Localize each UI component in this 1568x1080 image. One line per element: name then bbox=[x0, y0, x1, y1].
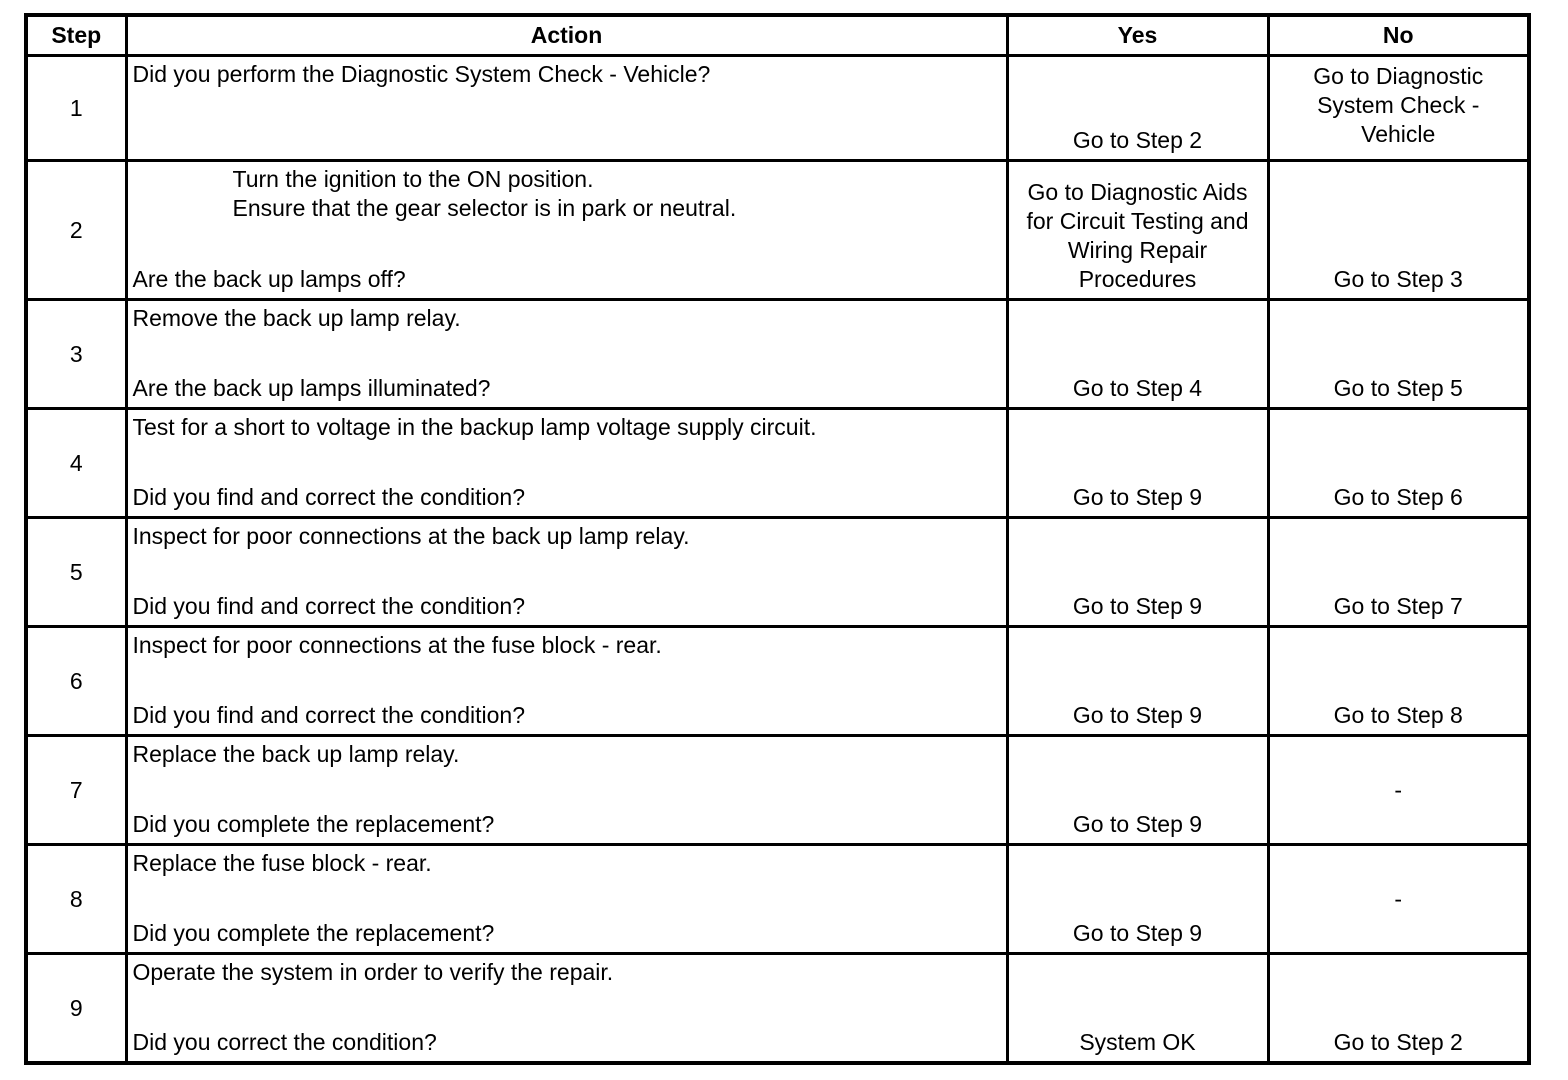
action-instruction: Did you perform the Diagnostic System Check - Vehicle? bbox=[132, 61, 711, 87]
yes-result-line: for Circuit Testing and bbox=[1026, 208, 1249, 234]
yes-result: Go to Step 9 bbox=[1007, 518, 1268, 627]
table-row bbox=[26, 518, 1529, 627]
action-question: Did you correct the condition? bbox=[132, 1029, 437, 1055]
step-number: 4 bbox=[26, 409, 126, 518]
step-number: 9 bbox=[26, 954, 126, 1064]
action-cell bbox=[126, 409, 1007, 518]
yes-result: Go to Step 2 bbox=[1007, 56, 1268, 161]
table-row bbox=[26, 56, 1529, 161]
action-question: Did you find and correct the condition? bbox=[132, 593, 526, 619]
header-action: Action bbox=[126, 15, 1007, 56]
table-row bbox=[26, 627, 1529, 736]
step-number: 1 bbox=[26, 56, 126, 161]
yes-result bbox=[1007, 161, 1268, 300]
no-result: Go to Step 2 bbox=[1268, 954, 1529, 1064]
action-question: Are the back up lamps off? bbox=[132, 266, 406, 292]
no-result-line: Go to Diagnostic bbox=[1313, 63, 1484, 89]
table-row bbox=[26, 161, 1529, 300]
action-cell bbox=[126, 300, 1007, 409]
action-instruction: Test for a short to voltage in the backup lamp voltage supply circuit. bbox=[132, 414, 817, 440]
header-yes: Yes bbox=[1007, 15, 1268, 56]
action-instruction: Turn the ignition to the ON position. bbox=[232, 166, 594, 192]
no-result bbox=[1268, 56, 1529, 161]
action-cell bbox=[126, 954, 1007, 1064]
yes-result-line: Go to Diagnostic Aids bbox=[1027, 179, 1248, 205]
yes-result-line: Wiring Repair bbox=[1067, 237, 1208, 263]
action-cell bbox=[126, 627, 1007, 736]
table-row bbox=[26, 300, 1529, 409]
yes-result: Go to Step 9 bbox=[1007, 409, 1268, 518]
action-question: Did you complete the replacement? bbox=[132, 920, 495, 946]
step-number: 6 bbox=[26, 627, 126, 736]
yes-result: Go to Step 9 bbox=[1007, 736, 1268, 845]
action-instruction: Ensure that the gear selector is in park or neutral. bbox=[232, 195, 737, 221]
step-number: 8 bbox=[26, 845, 126, 954]
action-cell bbox=[126, 736, 1007, 845]
action-instruction: Replace the back up lamp relay. bbox=[132, 741, 460, 767]
table-row bbox=[26, 845, 1529, 954]
table-row bbox=[26, 736, 1529, 845]
action-question: Did you find and correct the condition? bbox=[132, 484, 526, 510]
no-result: Go to Step 6 bbox=[1268, 409, 1529, 518]
yes-result: Go to Step 9 bbox=[1007, 627, 1268, 736]
step-number: 2 bbox=[26, 161, 126, 300]
action-cell bbox=[126, 518, 1007, 627]
header-no: No bbox=[1268, 15, 1529, 56]
action-question: Did you complete the replacement? bbox=[132, 811, 495, 837]
diagnostic-table bbox=[24, 13, 1531, 1065]
yes-result: System OK bbox=[1007, 954, 1268, 1064]
action-instruction: Inspect for poor connections at the fuse block - rear. bbox=[132, 632, 662, 658]
header-step: Step bbox=[26, 15, 126, 56]
step-number: 5 bbox=[26, 518, 126, 627]
table-row bbox=[26, 409, 1529, 518]
no-result: - bbox=[1268, 845, 1529, 954]
no-result-line: System Check - bbox=[1317, 92, 1480, 118]
action-instruction: Operate the system in order to verify the repair. bbox=[132, 959, 614, 985]
action-question: Did you find and correct the condition? bbox=[132, 702, 526, 728]
action-instruction: Inspect for poor connections at the back up lamp relay. bbox=[132, 523, 690, 549]
yes-result: Go to Step 9 bbox=[1007, 845, 1268, 954]
no-result: Go to Step 7 bbox=[1268, 518, 1529, 627]
yes-result: Go to Step 4 bbox=[1007, 300, 1268, 409]
step-number: 7 bbox=[26, 736, 126, 845]
no-result: Go to Step 3 bbox=[1268, 161, 1529, 300]
action-question: Are the back up lamps illuminated? bbox=[132, 375, 491, 401]
no-result: Go to Step 5 bbox=[1268, 300, 1529, 409]
yes-result-line: Procedures bbox=[1078, 266, 1197, 292]
table-header-row bbox=[26, 15, 1529, 56]
action-instruction: Remove the back up lamp relay. bbox=[132, 305, 461, 331]
step-number: 3 bbox=[26, 300, 126, 409]
no-result: - bbox=[1268, 736, 1529, 845]
table-row bbox=[26, 954, 1529, 1064]
action-cell bbox=[126, 56, 1007, 161]
action-cell bbox=[126, 161, 1007, 300]
action-instruction: Replace the fuse block - rear. bbox=[132, 850, 432, 876]
no-result-line: Vehicle bbox=[1361, 121, 1436, 147]
action-cell bbox=[126, 845, 1007, 954]
no-result: Go to Step 8 bbox=[1268, 627, 1529, 736]
